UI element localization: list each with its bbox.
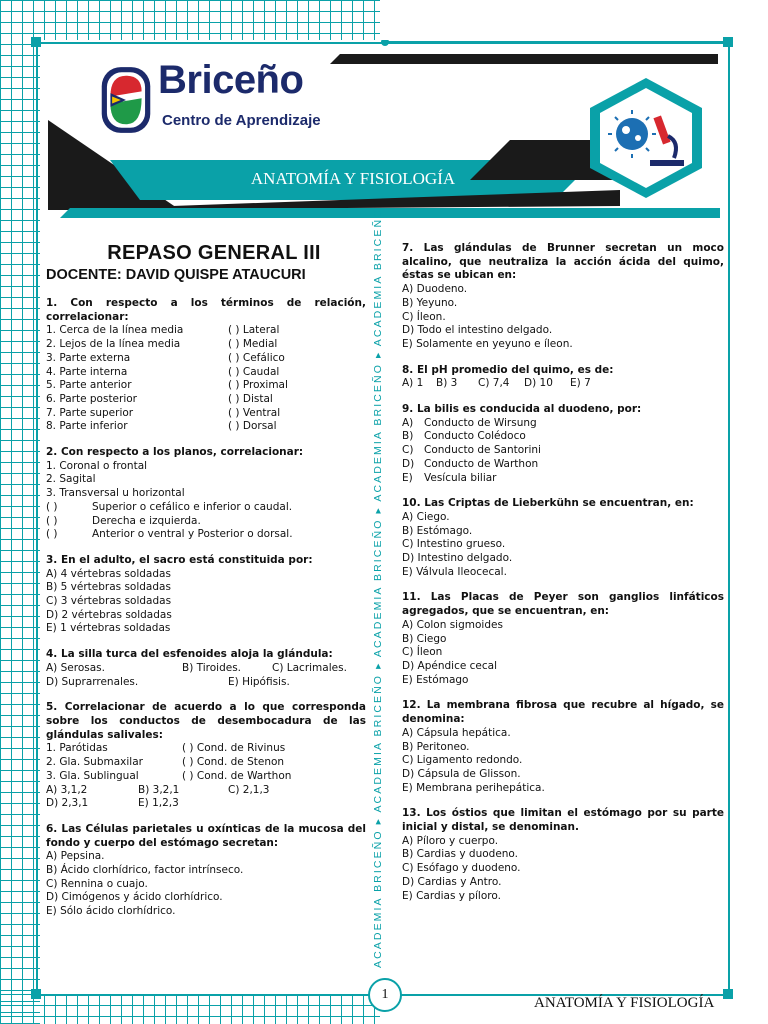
question-text: 5. Correlacionar de acuerdo a lo que corresponda sobre los conductos de desembocadura de las glándulas salivales:	[46, 701, 366, 741]
question-9	[402, 403, 724, 485]
question-text: 3. En el adulto, el sacro está constituida por:	[46, 553, 313, 566]
list-item: 3. Parte externa ( ) Cefálico	[46, 351, 285, 364]
frame-line	[36, 42, 38, 994]
question-8	[402, 364, 724, 391]
subject-banner: ANATOMÍA Y FISIOLOGÍA	[250, 169, 456, 188]
question-6	[46, 823, 366, 919]
option: D) Cápsula de Glisson.	[402, 767, 521, 780]
left-column	[46, 242, 366, 919]
list-item: 1. Coronal o frontal	[46, 459, 148, 472]
option: A) Cápsula hepática.	[402, 726, 511, 739]
briceno-logo-icon	[100, 60, 152, 140]
question-12	[402, 699, 724, 795]
list-item: 7. Parte superior ( ) Ventral	[46, 406, 281, 419]
option: B) Conducto Colédoco	[402, 430, 526, 443]
option: B) 5 vértebras soldadas	[46, 581, 171, 594]
footer-subject: ANATOMÍA Y FISIOLOGÍA	[534, 995, 715, 1011]
option: C) Conducto de Santorini	[402, 444, 541, 457]
list-item: 3. Gla. Sublingual ( ) Cond. de Warthon	[46, 769, 292, 782]
option: A) 3,1,2	[46, 783, 88, 796]
grid-pattern-left	[0, 0, 40, 1024]
side-watermark: ACADEMIA BRICEÑO ▸ ACADEMIA BRICEÑO ▸ ACADEMIA BRICEÑO ▸ ACADEMIA BRICEÑO ▸ ACADEMIA BRICEÑO	[372, 207, 384, 968]
question-text: 1. Con respecto a los términos de relación, correlacionar:	[46, 297, 366, 323]
option: C) Ligamento redondo.	[402, 754, 523, 767]
question-text: 2. Con respecto a los planos, correlacionar:	[46, 446, 304, 459]
question-text: 13. Los óstios que limitan el estómago por su parte inicial y distal, se denominan.	[402, 807, 724, 834]
option: C) Íleon.	[402, 310, 446, 323]
option: E) Vesícula biliar	[402, 471, 497, 484]
list-item: 2. Lejos de la línea media ( ) Medial	[46, 338, 278, 351]
question-4	[46, 648, 366, 689]
option: E) Cardias y píloro.	[402, 889, 501, 902]
option: B) Ácido clorhídrico, factor intrínseco.	[46, 864, 244, 877]
brand-name: Briceño	[158, 58, 304, 102]
question-7	[402, 242, 724, 352]
brand-subtitle: Centro de Aprendizaje	[162, 112, 321, 129]
option: E) 7	[570, 377, 591, 390]
list-item: 2. Gla. Submaxilar ( ) Cond. de Stenon	[46, 756, 285, 769]
option: D) Conducto de Warthon	[402, 457, 539, 470]
option: C) 3 vértebras soldadas	[46, 595, 172, 608]
option: B) Estómago.	[402, 524, 473, 537]
right-column	[402, 242, 724, 903]
question-text: 12. La membrana fibrosa que recubre al hígado, se denomina:	[402, 699, 724, 726]
option: C) Intestino grueso.	[402, 538, 506, 551]
option: A) 1	[402, 377, 424, 390]
teacher-name: DOCENTE: DAVID QUISPE ATAUCURI	[46, 267, 306, 283]
option: C) Íleon	[402, 646, 443, 659]
option: D) Apéndice cecal	[402, 659, 497, 672]
list-item: 8. Parte inferior ( ) Dorsal	[46, 420, 277, 433]
question-11	[402, 591, 724, 687]
question-text: 11. Las Placas de Peyer son ganglios linfáticos agregados, que se encuentran, en:	[402, 591, 724, 618]
grid-pattern-bottom	[0, 994, 380, 1024]
option: D) 2 vértebras soldadas	[46, 608, 172, 621]
question-text: 6. Las Células parietales u oxínticas de la mucosa del fondo y cuerpo del estómago secretan:	[46, 822, 366, 849]
option: C) 7,4	[478, 377, 510, 390]
option: A) Píloro y cuerpo.	[402, 834, 499, 847]
option: E) Hipófisis.	[228, 675, 290, 688]
list-item: ( ) Superior o cefálico e inferior o caudal.	[46, 500, 293, 513]
option: C) 2,1,3	[228, 783, 270, 796]
option: A) Serosas.	[46, 661, 105, 674]
question-13	[402, 807, 724, 903]
option: B) 3,2,1	[138, 783, 180, 796]
list-item: 1. Parótidas ( ) Cond. de Rivinus	[46, 742, 286, 755]
question-3	[46, 554, 366, 636]
list-item: 4. Parte interna ( ) Caudal	[46, 365, 280, 378]
question-2	[46, 446, 366, 542]
list-item: ( ) Derecha e izquierda.	[46, 514, 201, 527]
option: A) Colon sigmoides	[402, 618, 503, 631]
list-item: 5. Parte anterior ( ) Proximal	[46, 379, 288, 392]
question-text: 10. Las Criptas de Lieberkühn se encuentran, en:	[402, 497, 694, 510]
option: B) Yeyuno.	[402, 296, 458, 309]
option: C) Rennina o cuajo.	[46, 877, 148, 890]
option: E) Sólo ácido clorhídrico.	[46, 905, 176, 918]
option: D) Todo el intestino delgado.	[402, 324, 553, 337]
option: D) Cardias y Antro.	[402, 875, 502, 888]
option: E) 1,2,3	[138, 797, 179, 810]
option: B) Peritoneo.	[402, 740, 470, 753]
option: D) 10	[524, 377, 553, 390]
question-5	[46, 701, 366, 811]
option: D) Suprarrenales.	[46, 675, 139, 688]
microscope-hexagon-icon	[586, 76, 706, 200]
option: D) Cimógenos y ácido clorhídrico.	[46, 891, 223, 904]
question-text: 9. La bilis es conducida al duodeno, por:	[402, 403, 642, 416]
option: A) Conducto de Wirsung	[402, 416, 537, 429]
option: B) 3	[436, 377, 458, 390]
grid-pattern-top	[0, 0, 380, 40]
list-item: 6. Parte posterior ( ) Distal	[46, 392, 273, 405]
page-number: 1	[368, 978, 402, 1012]
list-item: 2. Sagital	[46, 473, 96, 486]
question-10	[402, 497, 724, 579]
question-text: 7. Las glándulas de Brunner secretan un moco alcalino, que neutraliza la acción ácida del quimo, éstas se ubican en:	[402, 242, 724, 282]
option: C) Lacrimales.	[272, 661, 347, 674]
option: E) Estómago	[402, 673, 469, 686]
list-item: 1. Cerca de la línea media ( ) Lateral	[46, 324, 280, 337]
option: C) Esófago y duodeno.	[402, 862, 521, 875]
option: D) Intestino delgado.	[402, 552, 513, 565]
option: A) Duodeno.	[402, 283, 468, 296]
option: E) Membrana perihepática.	[402, 781, 545, 794]
corner-square	[723, 989, 733, 999]
question-text: 8. El pH promedio del quimo, es de:	[402, 363, 614, 376]
option: E) Válvula Ileocecal.	[402, 565, 507, 578]
option: B) Tiroides.	[182, 661, 242, 674]
page-title: REPASO GENERAL III	[107, 242, 321, 264]
option: D) 2,3,1	[46, 797, 89, 810]
option: E) Solamente en yeyuno e íleon.	[402, 337, 573, 350]
option: A) Ciego.	[402, 510, 450, 523]
option: A) Pepsina.	[46, 850, 105, 863]
option: B) Cardias y duodeno.	[402, 848, 519, 861]
corner-square	[31, 989, 41, 999]
question-1	[46, 297, 366, 434]
option: B) Ciego	[402, 632, 447, 645]
list-item: 3. Transversal u horizontal	[46, 487, 185, 500]
question-text: 4. La silla turca del esfenoides aloja la glándula:	[46, 648, 333, 661]
option: A) 4 vértebras soldadas	[46, 567, 171, 580]
option: E) 1 vértebras soldadas	[46, 622, 171, 635]
list-item: ( ) Anterior o ventral y Posterior o dorsal.	[46, 528, 293, 541]
